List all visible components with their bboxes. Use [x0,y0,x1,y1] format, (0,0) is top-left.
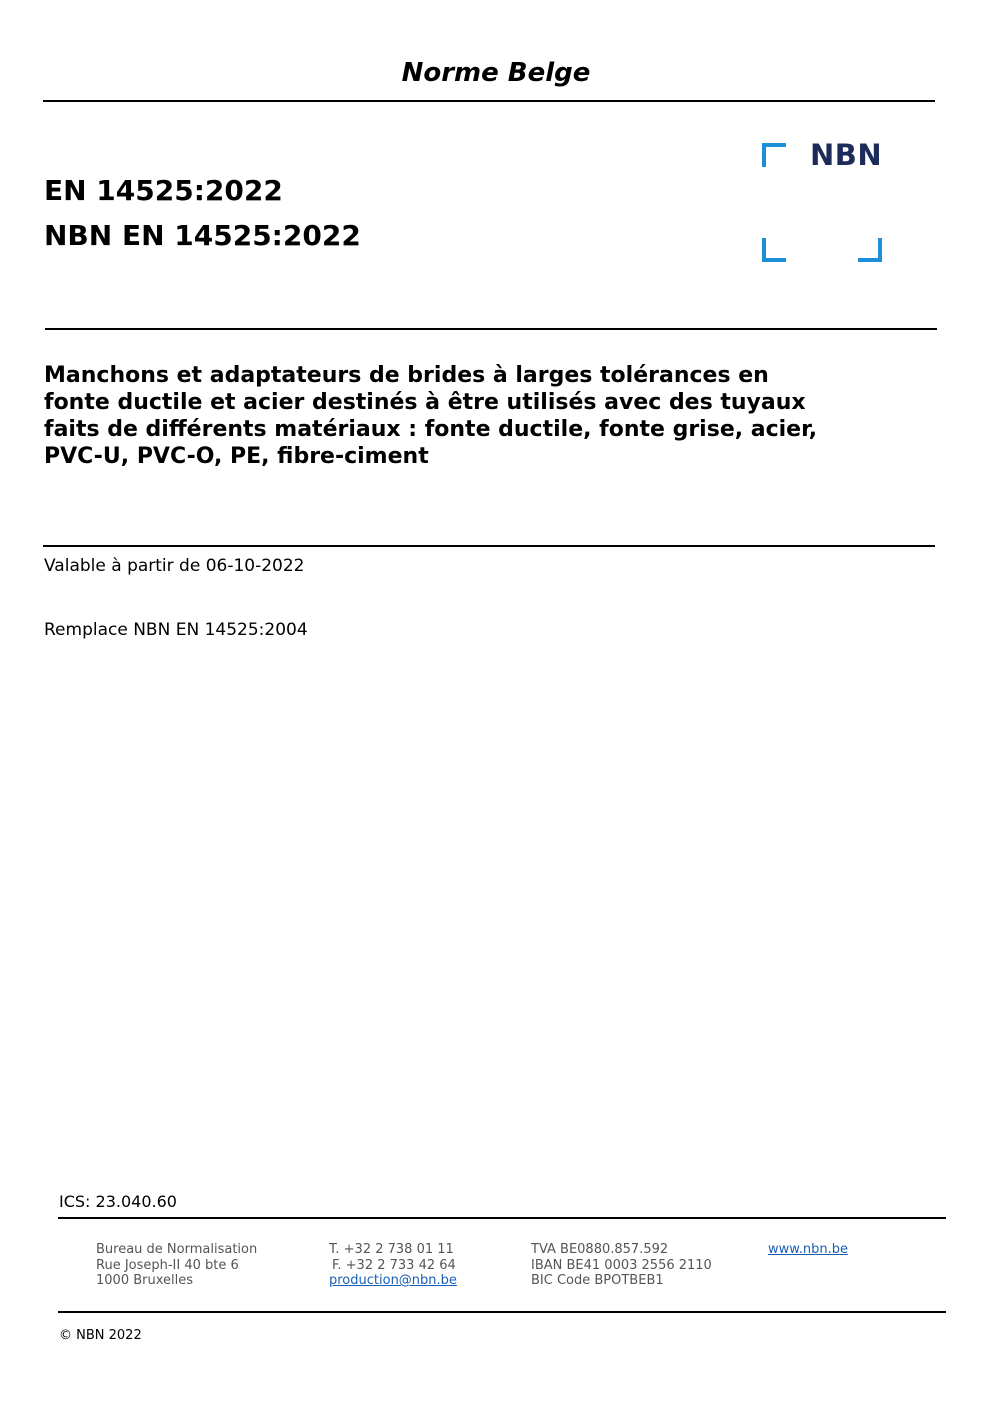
nbn-logo [762,140,886,264]
footer-vat: TVA BE0880.857.592 [531,1242,669,1257]
footer-contact [329,1242,457,1289]
en-standard-number: EN 14525:2022 [44,174,283,207]
footer-iban: IBAN BE41 0003 2556 2110 [531,1257,712,1273]
title-line: Manchons et adaptateurs de brides à larges tolérances en [44,363,769,388]
title-line: PVC-U, PVC-O, PE, fibre-ciment [44,444,429,469]
footer-org-name: Bureau de Normalisation [96,1242,258,1257]
footer-bank [531,1242,712,1289]
footer-phone: T. +32 2 738 01 11 [329,1242,454,1257]
logo-corner-bottom-right-h [858,258,882,262]
footer-fax: F. +32 2 733 42 64 [332,1257,456,1273]
logo-text: NBN [810,138,883,172]
title-top-divider [45,328,937,330]
footer-web [768,1242,848,1258]
title-line: faits de différents matériaux : fonte ductile, fonte grise, acier, [44,417,818,442]
nbn-standard-number: NBN EN 14525:2022 [44,219,361,252]
validity-date: Valable à partir de 06-10-2022 [44,556,305,576]
header-divider [43,100,935,102]
footer-address [96,1242,257,1289]
footer-street: Rue Joseph-II 40 bte 6 [96,1257,239,1273]
footer-email-link[interactable]: production@nbn.be [329,1273,457,1288]
title-line: fonte ductile et acier destinés à être utilisés avec des tuyaux [44,390,806,415]
copyright-notice: © NBN 2022 [59,1328,142,1343]
header-title: Norme Belge [401,58,591,88]
footer-bottom-divider [58,1311,946,1313]
ics-code: ICS: 23.040.60 [59,1192,177,1211]
footer-bic: BIC Code BPOTBEB1 [531,1273,664,1288]
logo-corner-bottom-left-h [762,258,786,262]
document-title [44,362,904,470]
footer-city: 1000 Bruxelles [96,1273,194,1288]
title-bottom-divider [43,545,935,547]
replaces-note: Remplace NBN EN 14525:2004 [44,620,308,640]
logo-corner-top-left-v [762,143,766,167]
footer-top-divider [58,1217,946,1219]
footer-website-link[interactable]: www.nbn.be [768,1242,848,1257]
